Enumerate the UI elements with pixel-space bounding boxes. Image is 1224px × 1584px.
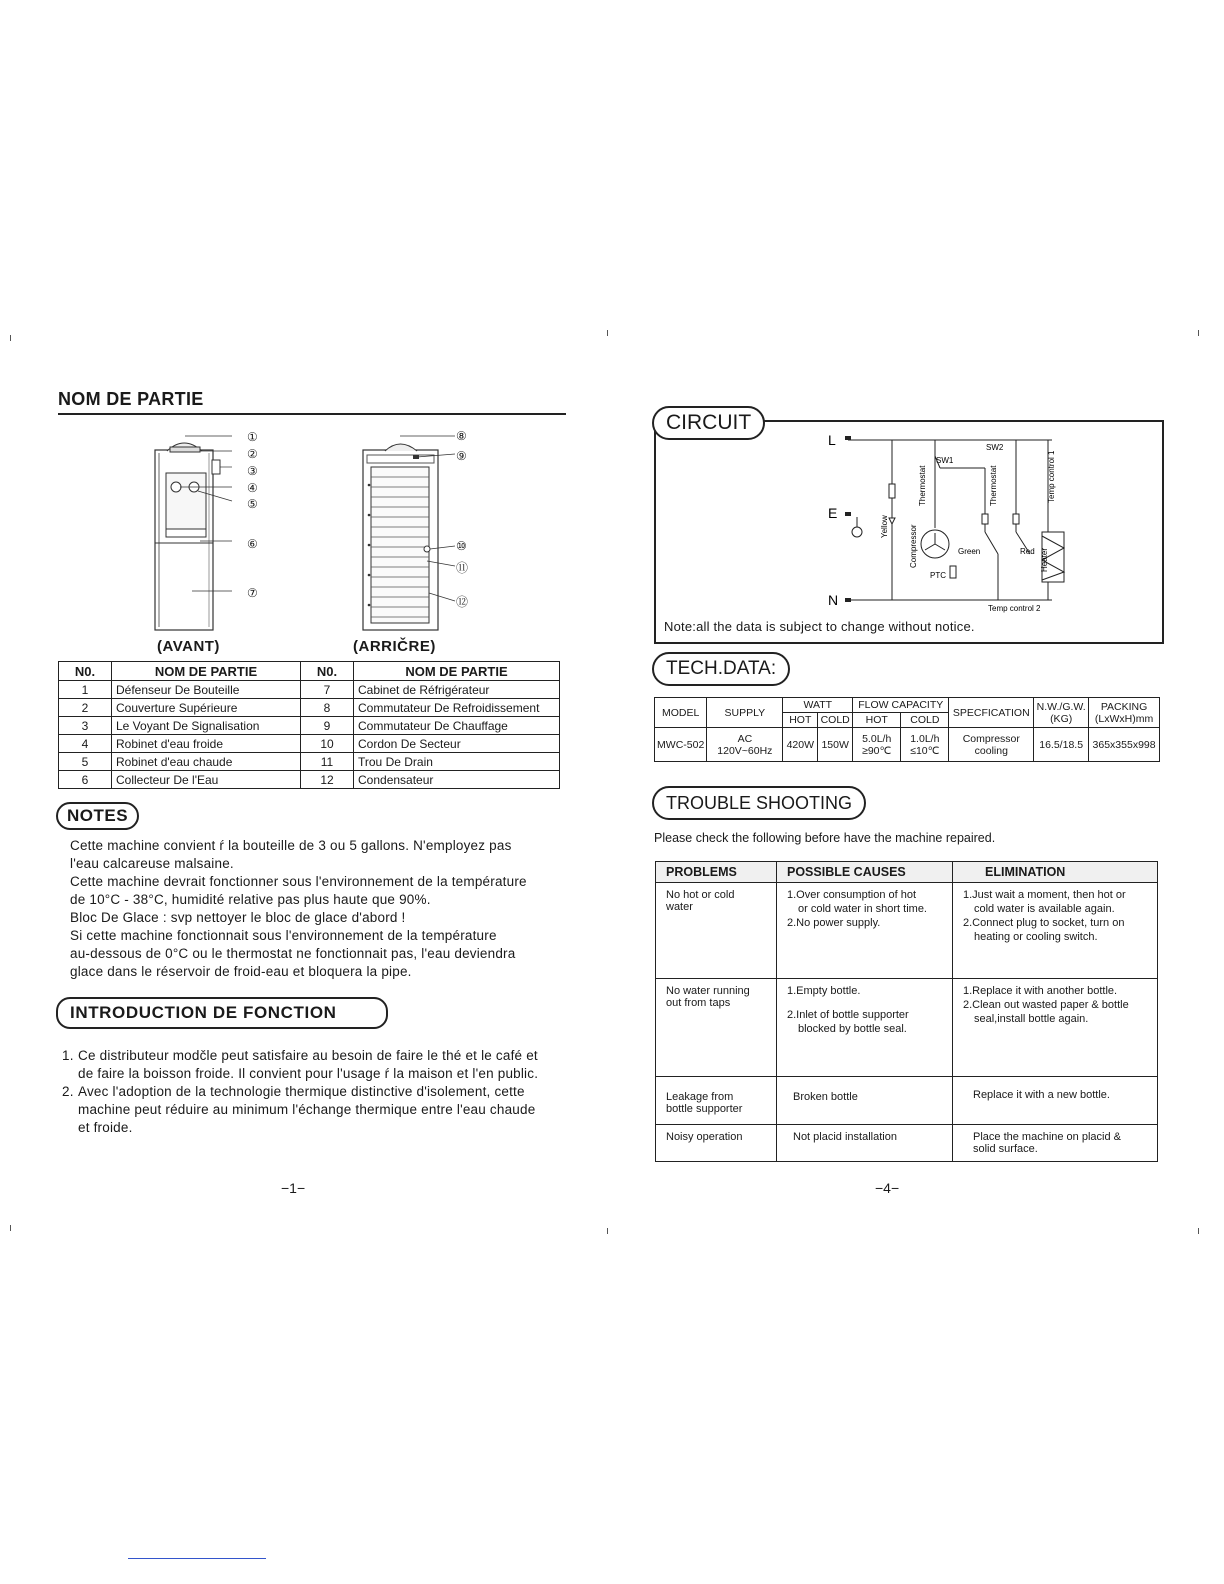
drip-tray — [166, 529, 206, 537]
crop-mark — [10, 335, 11, 341]
label-yellow: Yellow — [880, 515, 889, 538]
label-red: Red — [1020, 547, 1035, 556]
intro-item — [62, 1047, 572, 1083]
cell: 8 — [301, 699, 354, 717]
header-elimination: ELIMINATION — [953, 862, 1158, 883]
callout-6: ⑥ — [247, 536, 258, 551]
header-watt-cold: COLD — [818, 713, 853, 728]
label-ptc: PTC — [930, 571, 946, 580]
cell-nwgw: 16.5/18.5 — [1034, 728, 1089, 762]
problem-line: No water running — [666, 985, 750, 997]
elimination-cell — [953, 1125, 1158, 1162]
problem-line: Noisy operation — [666, 1131, 743, 1143]
notes-line: glace dans le réservoir de froid-eau et bloquera la pipe. — [70, 964, 412, 979]
crop-mark — [10, 1225, 11, 1231]
cold-tap — [171, 482, 181, 492]
condenser-coil — [371, 467, 429, 623]
callout-1: ① — [247, 430, 258, 444]
spec-line: Compressor — [962, 732, 1020, 745]
back-caption: (ARRIČRE) — [353, 638, 436, 655]
label-sw2: SW2 — [986, 443, 1004, 452]
label-heater: Heater — [1040, 547, 1049, 572]
diode — [889, 518, 895, 524]
trouble-table — [655, 861, 1158, 1162]
label-temp-control-1: Temp control 1 — [1047, 450, 1056, 503]
label-N: N — [828, 592, 839, 608]
cell: 5 — [59, 753, 112, 771]
section-title: NOM DE PARTIE — [58, 389, 204, 409]
crop-mark — [607, 330, 608, 336]
callout-5: ⑤ — [247, 497, 258, 511]
table-row — [59, 699, 560, 717]
cell: Collecteur De l'Eau — [112, 771, 301, 789]
cause-line: Broken bottle — [793, 1091, 858, 1103]
crop-mark — [1198, 330, 1199, 336]
cell-spec — [949, 728, 1034, 762]
callout-11: ⑪ — [456, 561, 469, 575]
callout-4: ④ — [247, 480, 258, 495]
header-flow-cold: COLD — [901, 713, 949, 728]
cell: 3 — [59, 717, 112, 735]
elimination-line: 2.Connect plug to socket, turn on — [963, 917, 1125, 929]
label-green: Green — [958, 547, 981, 556]
section-rule — [58, 413, 566, 415]
trouble-title: TROUBLE SHOOTING — [652, 786, 866, 820]
cause-line: Not placid installation — [793, 1131, 897, 1143]
cell: Robinet d'eau chaude — [112, 753, 301, 771]
spec-line: cooling — [974, 744, 1008, 757]
intro-line: Ce distributeur modčle peut satisfaire au besoin de faire le thé et le café et — [78, 1048, 538, 1063]
label-thermostat-1: Thermostat — [918, 465, 927, 506]
cell: 12 — [301, 771, 354, 789]
callout-12: ⑫ — [456, 595, 469, 609]
intro-line: de faire la boisson froide. Il convient pour l'usage ŕ la maison et l'en public. — [78, 1066, 539, 1081]
table-row — [656, 883, 1158, 979]
cause-line: or cold water in short time. — [798, 903, 927, 915]
cell: Condensateur — [354, 771, 560, 789]
circuit-note: Note:all the data is subject to change without notice. — [664, 619, 975, 634]
circuit-diagram — [820, 428, 1080, 613]
table-row — [59, 753, 560, 771]
cell: Robinet d'eau froide — [112, 735, 301, 753]
notes-body — [70, 837, 570, 981]
header-spec: SPECFICATION — [949, 698, 1034, 728]
tech-value-row — [655, 728, 1160, 762]
problem-line: Leakage from — [666, 1091, 734, 1103]
problem-line: out from taps — [666, 997, 731, 1009]
cause-line: 1.Over consumption of hot — [787, 889, 917, 901]
header-kg-line: (KG) — [1050, 712, 1073, 725]
cell: 4 — [59, 735, 112, 753]
bottom-link-line — [128, 1558, 266, 1559]
header-packing-line: PACKING — [1100, 700, 1148, 713]
cell: Le Voyant De Signalisation — [112, 717, 301, 735]
ground-symbol — [852, 527, 862, 537]
header-no-1: N0. — [59, 662, 112, 681]
notes-line: l'eau calcareuse malsaine. — [70, 856, 234, 871]
header-watt-hot: HOT — [783, 713, 818, 728]
circuit-title: CIRCUIT — [652, 406, 765, 440]
problem-cell — [656, 979, 777, 1077]
callout-7: ⑦ — [247, 586, 258, 600]
notes-line: Cette machine convient ŕ la bouteille de 3 ou 5 gallons. N'employez pas — [70, 838, 512, 853]
table-header-row — [59, 662, 560, 681]
front-callouts — [247, 429, 258, 602]
label-thermostat-2: Thermostat — [989, 465, 998, 506]
callout-8: ⑧ — [456, 429, 467, 443]
intro-title: INTRODUCTION DE FONCTION — [56, 997, 388, 1029]
callout-9: ⑨ — [456, 449, 467, 463]
elimination-cell — [953, 1077, 1158, 1125]
front-caption: (AVANT) — [157, 638, 220, 655]
cell: 11 — [301, 753, 354, 771]
cell-flow-cold — [901, 728, 949, 762]
cell: Trou De Drain — [354, 753, 560, 771]
causes-cell — [777, 979, 953, 1077]
cause-line: blocked by bottle seal. — [798, 1023, 907, 1035]
callout-2: ② — [247, 446, 258, 461]
intro-item-number: 1. — [62, 1048, 74, 1063]
table-row — [59, 735, 560, 753]
causes-cell — [777, 1125, 953, 1162]
problem-cell — [656, 1077, 777, 1125]
cell: Couverture Supérieure — [112, 699, 301, 717]
elimination-line: Place the machine on placid & — [973, 1131, 1121, 1143]
elimination-line: cold water is available again. — [974, 903, 1115, 915]
cell: Défenseur De Bouteille — [112, 681, 301, 699]
cause-line: 2.Inlet of bottle supporter — [787, 1009, 909, 1021]
problem-cell — [656, 1125, 777, 1162]
table-row — [59, 717, 560, 735]
notes-line: de 10°C - 38°C, humidité relative pas plus haute que 90%. — [70, 892, 431, 907]
notes-line: Cette machine devrait fonctionner sous l'environnement de la température — [70, 874, 527, 889]
elimination-line: seal,install bottle again. — [974, 1013, 1089, 1025]
flow-cold-rate: 1.0L/h — [910, 732, 940, 745]
elimination-line: 1.Replace it with another bottle. — [963, 985, 1118, 997]
cell-supply: AC 120V~60Hz — [707, 728, 783, 762]
table-row — [656, 1125, 1158, 1162]
header-packing-dim-line: (LxWxH)mm — [1094, 712, 1154, 725]
tap-recess — [166, 473, 206, 533]
elimination-line: solid surface. — [973, 1143, 1038, 1155]
flow-hot-temp: ≥90℃ — [862, 744, 892, 757]
crop-mark — [607, 1228, 608, 1234]
cell: 2 — [59, 699, 112, 717]
header-supply: SUPPLY — [707, 698, 783, 728]
indicator-light — [212, 460, 220, 474]
header-no-2: N0. — [301, 662, 354, 681]
cell: 10 — [301, 735, 354, 753]
intro-line: et froide. — [78, 1120, 133, 1135]
header-nwgw-line: N.W./G.W. — [1036, 700, 1086, 713]
label-temp-control-2: Temp control 2 — [988, 604, 1041, 613]
resistor — [889, 484, 895, 498]
cell: 7 — [301, 681, 354, 699]
cell: Cordon De Secteur — [354, 735, 560, 753]
cell-watt-hot: 420W — [783, 728, 818, 762]
trouble-intro: Please check the following before have the machine repaired. — [654, 831, 996, 845]
page-number-right: −4− — [875, 1180, 900, 1196]
problem-line: water — [666, 901, 693, 913]
causes-cell — [777, 1077, 953, 1125]
cell-packing: 365x355x998 — [1089, 728, 1160, 762]
problem-line: bottle supporter — [666, 1103, 743, 1115]
trouble-header-row — [656, 862, 1158, 883]
elimination-cell — [953, 883, 1158, 979]
header-packing — [1089, 698, 1160, 728]
callout-3: ③ — [247, 464, 258, 478]
tech-header-row — [655, 698, 1160, 713]
cell: Commutateur De Refroidissement — [354, 699, 560, 717]
cell-model: MWC-502 — [655, 728, 707, 762]
intro-item-number: 2. — [62, 1084, 74, 1099]
cause-line: 1.Empty bottle. — [787, 985, 861, 997]
cell: 9 — [301, 717, 354, 735]
table-row — [656, 979, 1158, 1077]
header-name-1: NOM DE PARTIE — [112, 662, 301, 681]
label-L: L — [828, 432, 836, 448]
table-row — [59, 681, 560, 699]
notes-line: Bloc De Glace : svp nettoyer le bloc de glace d'abord ! — [70, 910, 406, 925]
parts-table — [58, 661, 560, 789]
cell: Commutateur De Chauffage — [354, 717, 560, 735]
intro-item — [62, 1083, 572, 1137]
header-nwgw — [1034, 698, 1089, 728]
header-watt: WATT — [783, 698, 853, 713]
cell: 1 — [59, 681, 112, 699]
flow-hot-rate: 5.0L/h — [862, 732, 892, 745]
header-flow-hot: HOT — [853, 713, 901, 728]
elimination-line: Replace it with a new bottle. — [973, 1089, 1110, 1101]
header-flow: FLOW CAPACITY — [853, 698, 949, 713]
cause-line: 2.No power supply. — [787, 917, 881, 929]
page-number-left: −1− — [281, 1180, 306, 1196]
flow-cold-temp: ≤10℃ — [910, 744, 940, 757]
intro-line: machine peut réduire au minimum l'échange thermique entre l'eau chaude — [78, 1102, 536, 1117]
notes-line: Si cette machine fonctionnait sous l'environnement de la température — [70, 928, 497, 943]
cell-flow-hot — [853, 728, 901, 762]
header-name-2: NOM DE PARTIE — [354, 662, 560, 681]
elimination-cell — [953, 979, 1158, 1077]
ptc-element — [950, 566, 956, 578]
header-model: MODEL — [655, 698, 707, 728]
notes-title: NOTES — [56, 802, 139, 830]
tech-data-title: TECH.DATA: — [652, 652, 790, 686]
front-unit-illustration — [140, 425, 280, 635]
callout-10: ⑩ — [456, 539, 467, 553]
tech-data-table — [654, 697, 1160, 762]
label-E: E — [828, 505, 838, 521]
elimination-line: 2.Clean out wasted paper & bottle — [963, 999, 1129, 1011]
header-causes: POSSIBLE CAUSES — [777, 862, 953, 883]
intro-line: Avec l'adoption de la technologie thermique distinctive d'isolement, cette — [78, 1084, 525, 1099]
table-row — [59, 771, 560, 789]
cell: 6 — [59, 771, 112, 789]
crop-mark — [1198, 1228, 1199, 1234]
cell: Cabinet de Réfrigérateur — [354, 681, 560, 699]
table-row — [656, 1077, 1158, 1125]
label-sw1: SW1 — [936, 456, 954, 465]
elimination-line: 1.Just wait a moment, then hot or — [963, 889, 1126, 901]
notes-line: au-dessous de 0°C ou le thermostat ne fonctionnait pas, l'eau deviendra — [70, 946, 516, 961]
power-cord-port — [424, 546, 430, 552]
problem-cell — [656, 883, 777, 979]
intro-list — [62, 1047, 572, 1137]
label-compressor: Compressor — [909, 524, 918, 568]
cell-watt-cold: 150W — [818, 728, 853, 762]
elimination-line: heating or cooling switch. — [974, 931, 1098, 943]
problem-line: No hot or cold — [666, 889, 735, 901]
header-problems: PROBLEMS — [656, 862, 777, 883]
cause-spacer — [787, 999, 942, 1009]
causes-cell — [777, 883, 953, 979]
